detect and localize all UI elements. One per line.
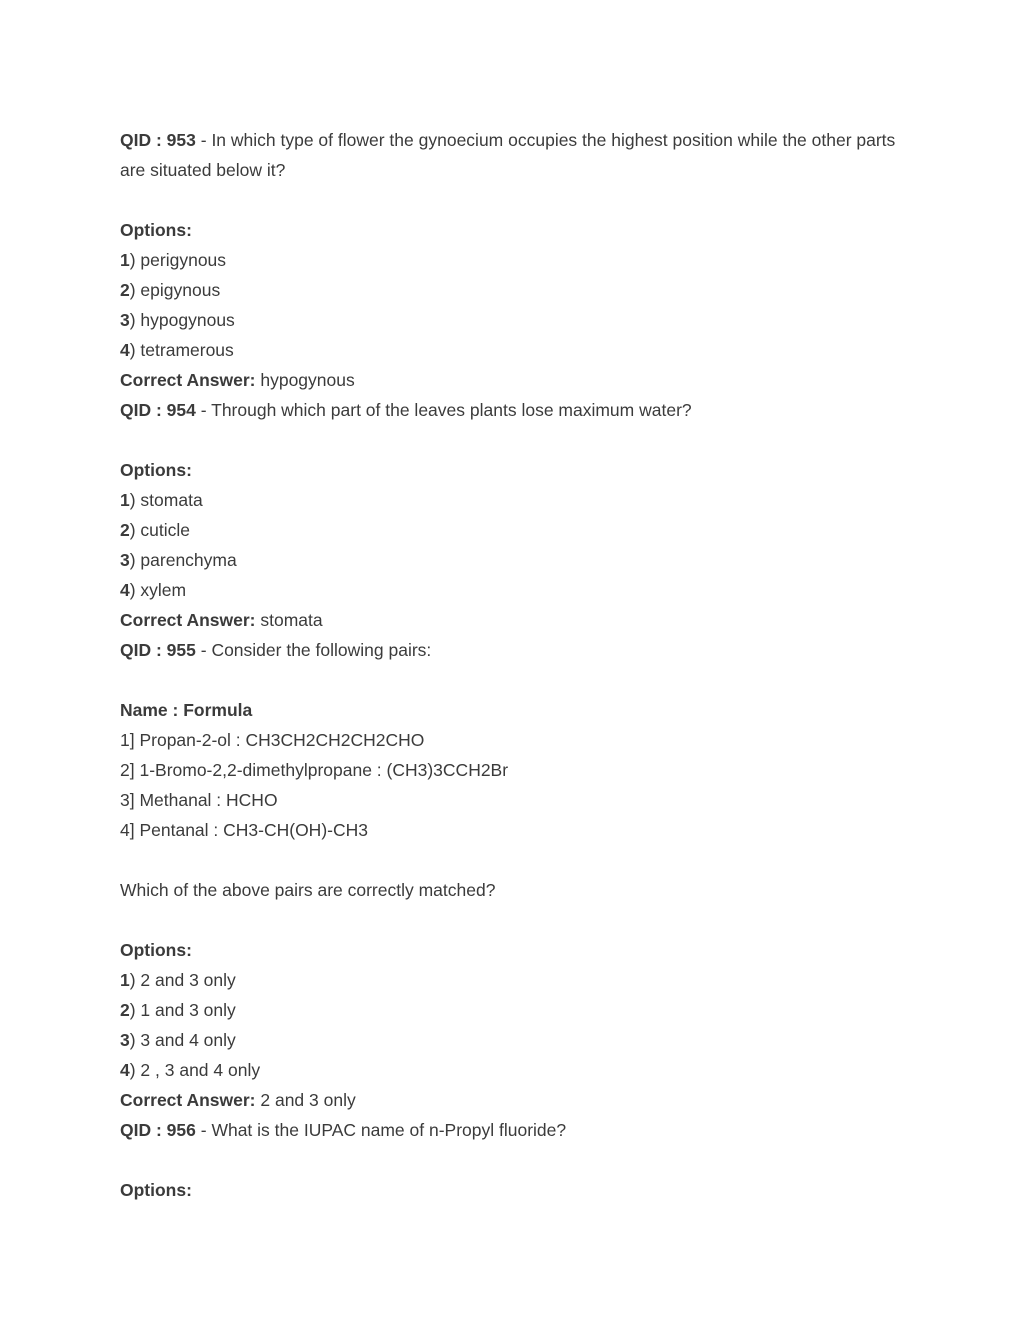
option-number: 3 bbox=[120, 310, 130, 330]
options-heading bbox=[120, 455, 900, 485]
answer-label: Correct Answer: bbox=[120, 1090, 256, 1110]
pair-item: 2] 1-Bromo-2,2-dimethylpropane : (CH3)3CCH2Br bbox=[120, 760, 509, 780]
option-number: 2 bbox=[120, 280, 130, 300]
question-955 bbox=[120, 635, 900, 665]
options-label: Options: bbox=[120, 220, 192, 240]
answer-label: Correct Answer: bbox=[120, 370, 256, 390]
option-text: ) perigynous bbox=[129, 250, 227, 270]
option-item bbox=[120, 515, 900, 545]
table-heading: Name : Formula bbox=[120, 700, 253, 720]
spacer bbox=[120, 1145, 900, 1175]
option-item bbox=[120, 275, 900, 305]
question-text: What is the IUPAC name of n-Propyl fluoride? bbox=[211, 1120, 567, 1140]
option-number: 1 bbox=[120, 970, 130, 990]
option-number: 1 bbox=[120, 490, 130, 510]
pairs-heading bbox=[120, 695, 900, 725]
option-text: ) epigynous bbox=[129, 280, 221, 300]
option-item bbox=[120, 1055, 900, 1085]
correct-answer bbox=[120, 365, 900, 395]
option-item bbox=[120, 485, 900, 515]
option-text: ) cuticle bbox=[129, 520, 191, 540]
option-number: 3 bbox=[120, 1030, 130, 1050]
spacer bbox=[120, 185, 900, 215]
option-number: 4 bbox=[120, 1060, 130, 1080]
option-text: ) xylem bbox=[129, 580, 187, 600]
option-item bbox=[120, 545, 900, 575]
option-number: 4 bbox=[120, 340, 130, 360]
option-text: ) hypogynous bbox=[129, 310, 235, 330]
correct-answer bbox=[120, 1085, 900, 1115]
options-label: Options: bbox=[120, 940, 192, 960]
spacer bbox=[120, 845, 900, 875]
qid-separator: - bbox=[195, 400, 212, 420]
spacer bbox=[120, 665, 900, 695]
qid-separator: - bbox=[195, 130, 212, 150]
question-text: In which type of flower the gynoecium occupies the highest position while the other parts are situated below it? bbox=[120, 130, 901, 180]
option-item bbox=[120, 335, 900, 365]
option-number: 4 bbox=[120, 580, 130, 600]
followup-question: Which of the above pairs are correctly matched? bbox=[120, 880, 496, 900]
answer-label: Correct Answer: bbox=[120, 610, 256, 630]
qid-label: QID : 955 bbox=[120, 640, 196, 660]
option-item bbox=[120, 575, 900, 605]
option-text: ) stomata bbox=[129, 490, 203, 510]
option-text: ) 2 and 3 only bbox=[129, 970, 236, 990]
qid-label: QID : 953 bbox=[120, 130, 196, 150]
options-heading bbox=[120, 935, 900, 965]
option-text: ) tetramerous bbox=[129, 340, 234, 360]
option-text: ) 2 , 3 and 4 only bbox=[129, 1060, 261, 1080]
question-956 bbox=[120, 1115, 900, 1145]
option-text: ) 3 and 4 only bbox=[129, 1030, 236, 1050]
options-label: Options: bbox=[120, 1180, 192, 1200]
spacer bbox=[120, 905, 900, 935]
question-text: Through which part of the leaves plants lose maximum water? bbox=[211, 400, 692, 420]
option-number: 1 bbox=[120, 250, 130, 270]
answer-text: stomata bbox=[255, 610, 323, 630]
option-text: ) 1 and 3 only bbox=[129, 1000, 236, 1020]
qid-separator: - bbox=[195, 1120, 212, 1140]
option-text: ) parenchyma bbox=[129, 550, 237, 570]
question-953 bbox=[120, 125, 900, 185]
answer-text: hypogynous bbox=[255, 370, 355, 390]
spacer bbox=[120, 425, 900, 455]
qid-label: QID : 956 bbox=[120, 1120, 196, 1140]
option-item bbox=[120, 245, 900, 275]
option-item bbox=[120, 965, 900, 995]
question-text: Consider the following pairs: bbox=[211, 640, 432, 660]
pair-item: 4] Pentanal : CH3-CH(OH)-CH3 bbox=[120, 820, 368, 840]
qid-separator: - bbox=[195, 640, 212, 660]
option-number: 2 bbox=[120, 520, 130, 540]
options-label: Options: bbox=[120, 460, 192, 480]
options-heading bbox=[120, 1175, 900, 1205]
pair-item: 1] Propan-2-ol : CH3CH2CH2CH2CHO bbox=[120, 730, 425, 750]
option-item bbox=[120, 305, 900, 335]
qid-label: QID : 954 bbox=[120, 400, 196, 420]
option-number: 3 bbox=[120, 550, 130, 570]
option-number: 2 bbox=[120, 1000, 130, 1020]
document-content bbox=[120, 125, 900, 1205]
pair-item: 3] Methanal : HCHO bbox=[120, 790, 278, 810]
correct-answer bbox=[120, 605, 900, 635]
options-heading bbox=[120, 215, 900, 245]
option-item bbox=[120, 995, 900, 1025]
question-954 bbox=[120, 395, 900, 425]
answer-text: 2 and 3 only bbox=[255, 1090, 356, 1110]
option-item bbox=[120, 1025, 900, 1055]
